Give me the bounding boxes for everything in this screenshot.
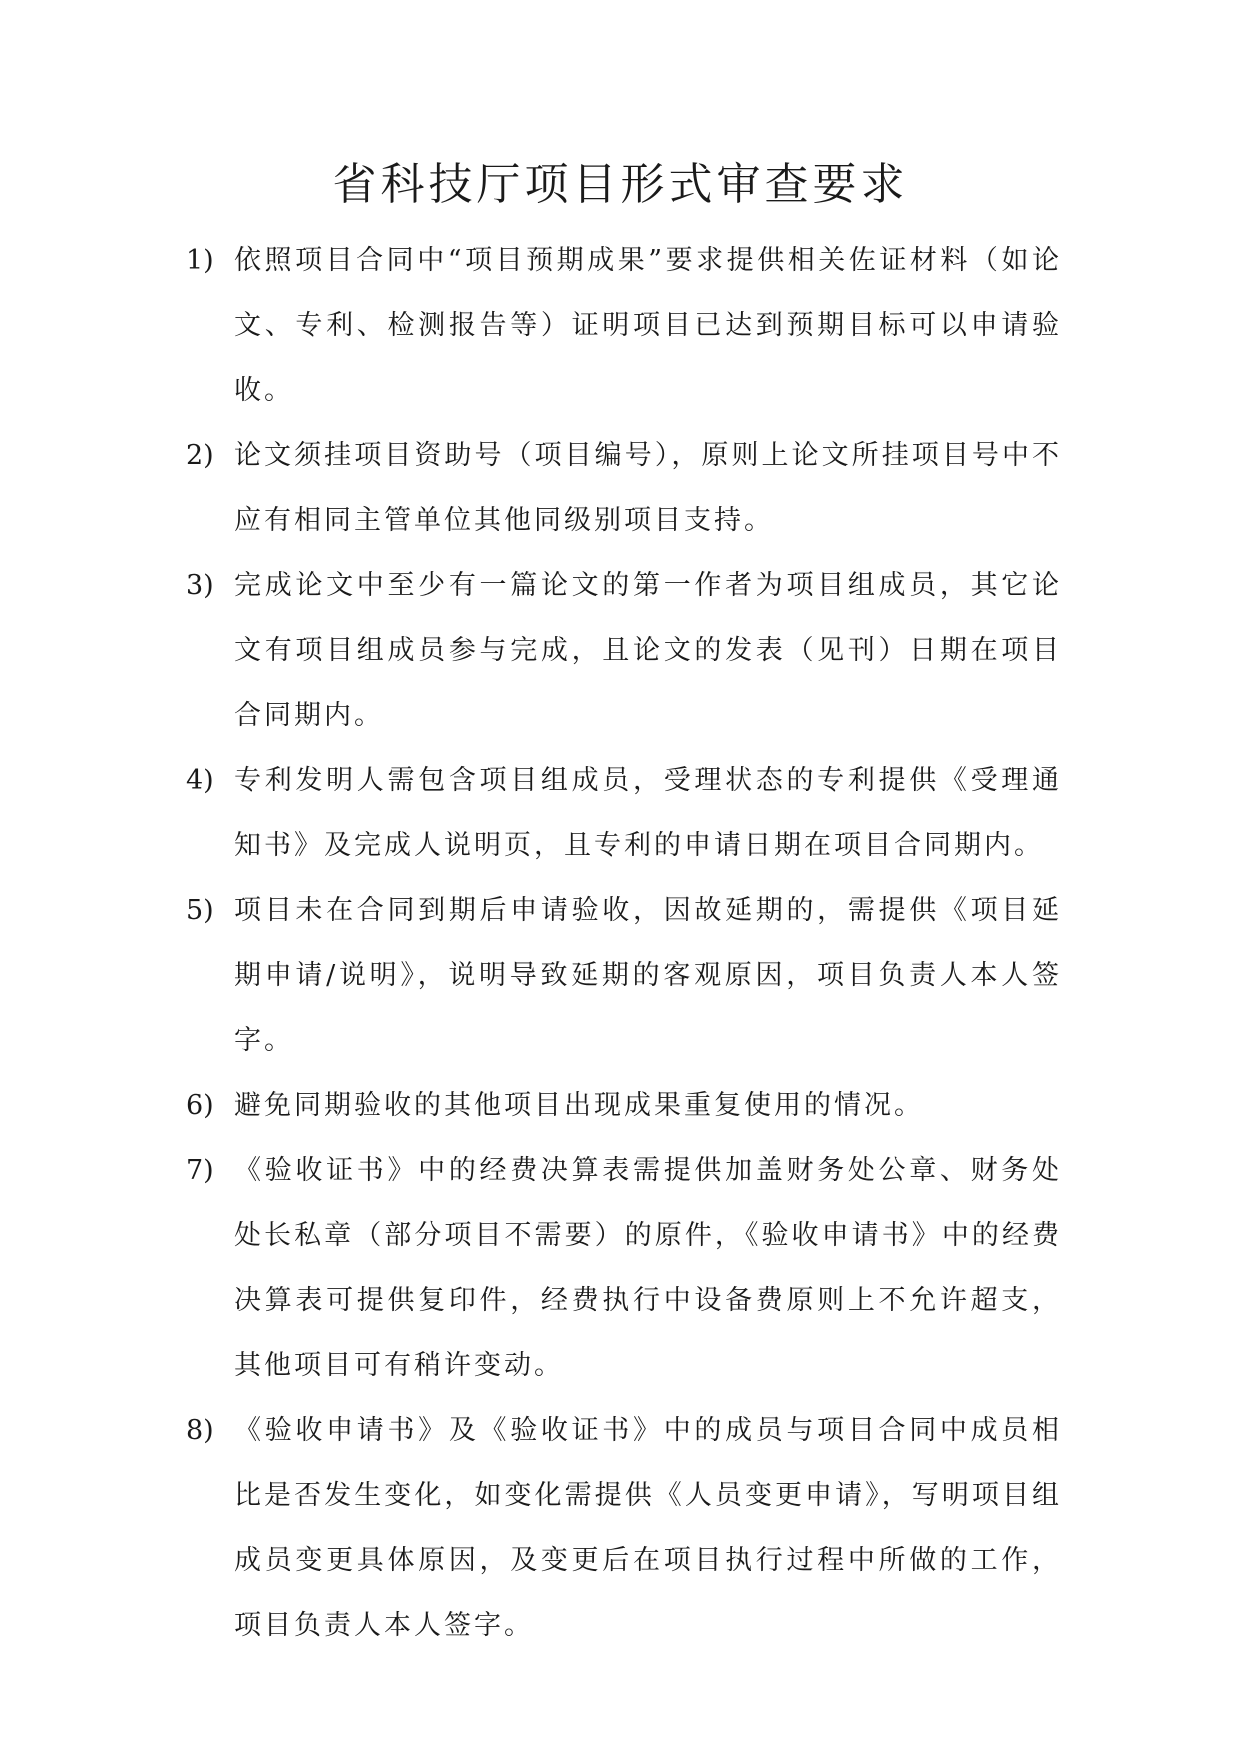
- item-text: 《验收申请书》及《验收证书》中的成员与项目合同中成员相比是否发生变化，如变化需提供《人员变更申请》，写明项目组成员变更具体原因，及变更后在项目执行过程中所做的工作，项目负责人本人签字。: [234, 1415, 1062, 1641]
- requirement-item-2: [186, 423, 1062, 553]
- item-number: 8): [186, 1415, 214, 1446]
- item-number: 4): [186, 765, 214, 796]
- item-text: 论文须挂项目资助号（项目编号），原则上论文所挂项目号中不应有相同主管单位其他同级别项目支持。: [234, 440, 1062, 536]
- item-number: 6): [186, 1090, 214, 1121]
- item-text: 项目未在合同到期后申请验收，因故延期的，需提供《项目延期申请/说明》，说明导致延期的客观原因，项目负责人本人签字。: [234, 895, 1062, 1056]
- requirements-list: [186, 228, 1062, 1658]
- item-number: 1): [186, 245, 214, 276]
- requirement-item-5: [186, 878, 1062, 1073]
- item-text: 依照项目合同中“项目预期成果”要求提供相关佐证材料（如论文、专利、检测报告等）证明项目已达到预期目标可以申请验收。: [234, 245, 1062, 406]
- requirement-item-7: [186, 1138, 1062, 1398]
- item-number: 5): [186, 895, 214, 926]
- item-number: 2): [186, 440, 214, 471]
- item-text: 避免同期验收的其他项目出现成果重复使用的情况。: [234, 1090, 924, 1121]
- item-text: 专利发明人需包含项目组成员，受理状态的专利提供《受理通知书》及完成人说明页，且专利的申请日期在项目合同期内。: [234, 765, 1062, 861]
- item-text: 《验收证书》中的经费决算表需提供加盖财务处公章、财务处处长私章（部分项目不需要）的原件，《验收申请书》中的经费决算表可提供复印件，经费执行中设备费原则上不允许超支，其他项目可有稍许变动。: [234, 1155, 1062, 1381]
- item-text: 完成论文中至少有一篇论文的第一作者为项目组成员，其它论文有项目组成员参与完成，且论文的发表（见刊）日期在项目合同期内。: [234, 570, 1062, 731]
- item-number: 7): [186, 1155, 214, 1186]
- requirement-item-8: [186, 1398, 1062, 1658]
- requirement-item-3: [186, 553, 1062, 748]
- item-number: 3): [186, 570, 214, 601]
- requirement-item-4: [186, 748, 1062, 878]
- document-title: 省科技厅项目形式审查要求: [332, 159, 909, 210]
- requirement-item-1: [186, 228, 1062, 423]
- requirement-item-6: [186, 1073, 1062, 1138]
